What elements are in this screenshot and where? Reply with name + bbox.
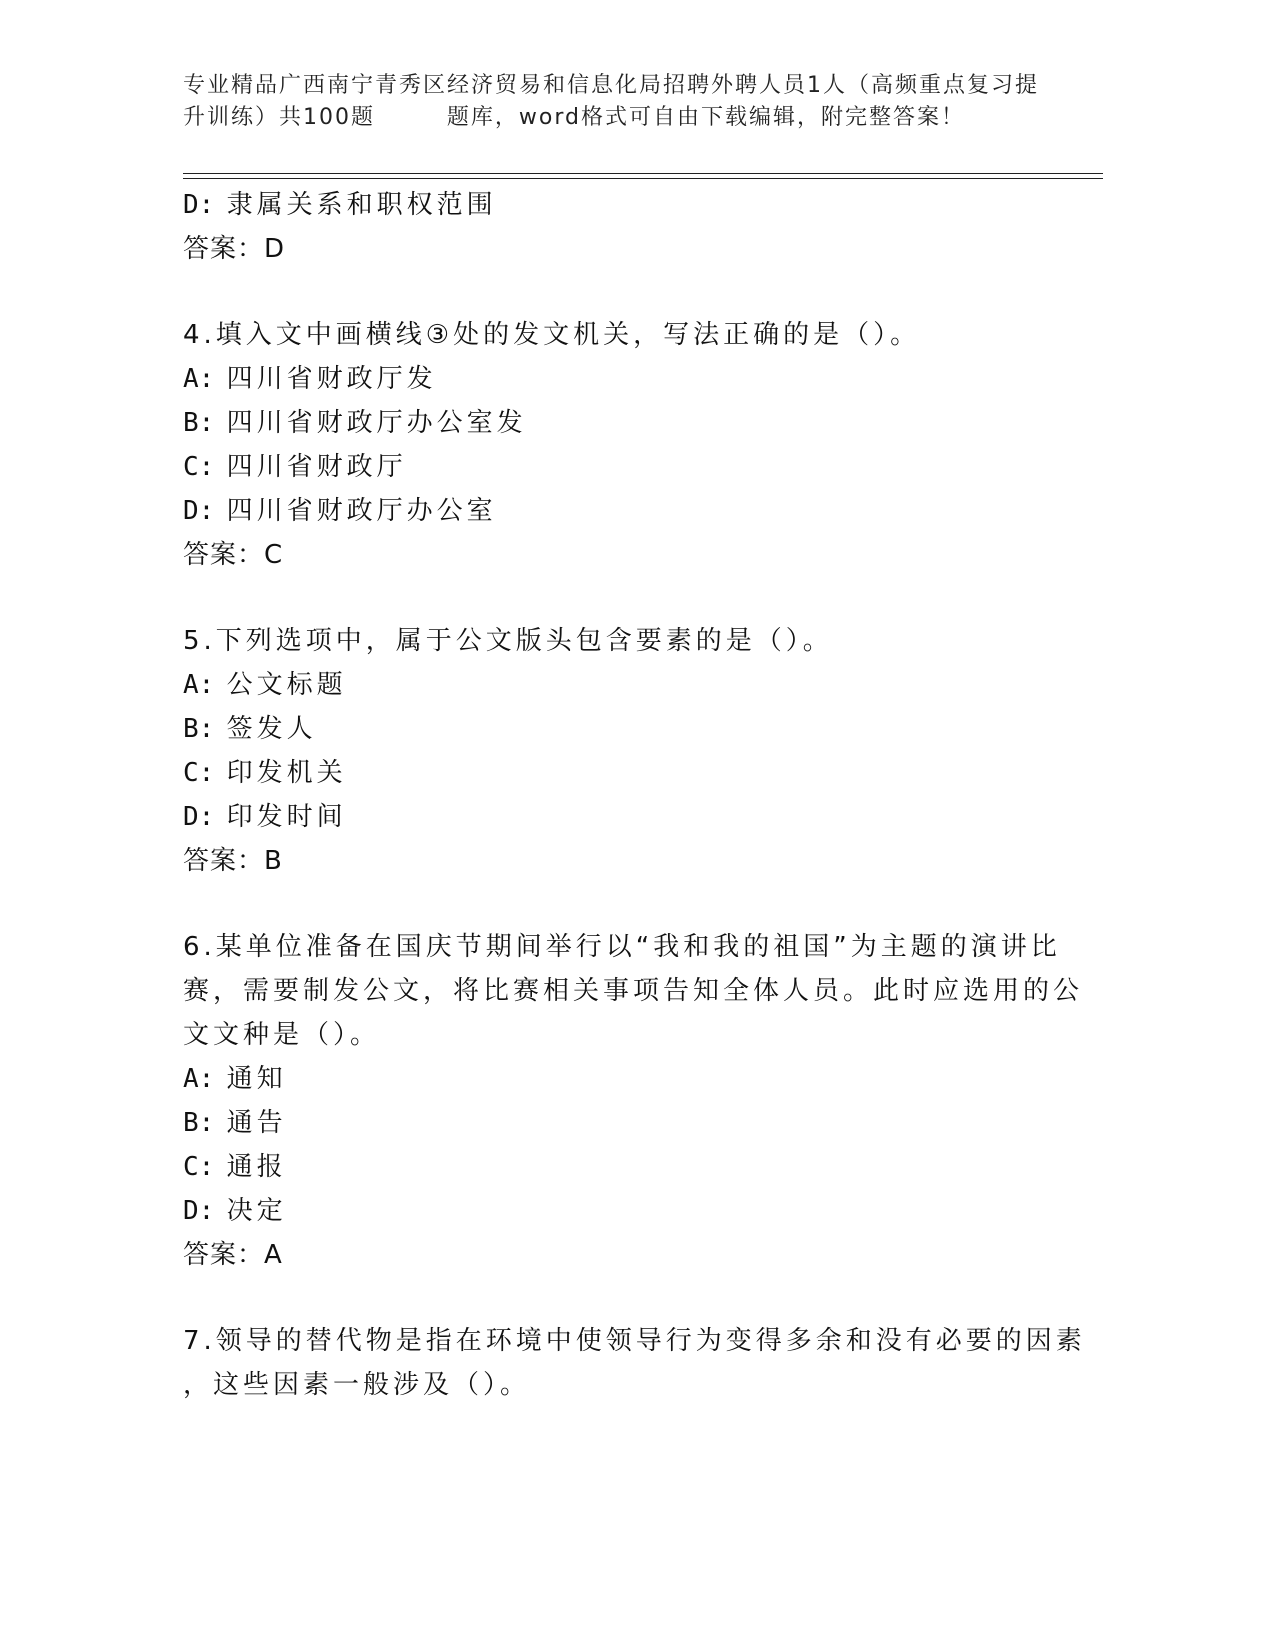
option-a xyxy=(183,1057,1043,1101)
question-text-line-1: 7.领导的替代物是指在环境中使领导行为变得多余和没有必要的因素 xyxy=(183,1326,1086,1356)
question-text-line-2: 赛，需要制发公文，将比赛相关事项告知全体人员。此时应选用的公 xyxy=(183,976,1084,1006)
question-text: 5.下列选项中，属于公文版头包含要素的是（）。 xyxy=(183,626,833,656)
option-label: A: xyxy=(183,364,215,394)
option-text: 印发时间 xyxy=(226,802,347,832)
option-label: A: xyxy=(183,1064,215,1094)
option-text: 公文标题 xyxy=(226,670,347,700)
question-3-tail xyxy=(183,183,1043,271)
option-b xyxy=(183,707,1043,751)
answer: 答案：A xyxy=(183,1240,283,1270)
option-a xyxy=(183,357,1043,401)
question-text-line-1: 6.某单位准备在国庆节期间举行以“我和我的祖国”为主题的演讲比 xyxy=(183,932,1061,962)
option-b xyxy=(183,401,1043,445)
option-text: 决定 xyxy=(226,1196,287,1226)
answer: 答案：D xyxy=(183,234,286,264)
document-header xyxy=(183,70,1083,134)
option-label: A: xyxy=(183,670,215,700)
option-text: 四川省财政厅办公室 xyxy=(226,496,497,526)
answer: 答案：B xyxy=(183,846,283,876)
option-label: D: xyxy=(183,802,215,832)
option-text: 隶属关系和职权范围 xyxy=(226,190,497,220)
header-divider-bottom xyxy=(183,178,1103,179)
option-b xyxy=(183,1101,1043,1145)
option-d xyxy=(183,1189,1043,1233)
option-c xyxy=(183,751,1043,795)
option-d xyxy=(183,489,1043,533)
question-text-line-3: 文文种是（）。 xyxy=(183,1020,381,1050)
option-label: C: xyxy=(183,1152,215,1182)
option-text: 四川省财政厅发 xyxy=(226,364,437,394)
option-text: 签发人 xyxy=(226,714,317,744)
question-4 xyxy=(183,313,1043,577)
answer: 答案：C xyxy=(183,540,284,570)
option-label: D: xyxy=(183,496,215,526)
question-text-line-2: ，这些因素一般涉及（）。 xyxy=(183,1370,531,1400)
option-c xyxy=(183,445,1043,489)
option-label: C: xyxy=(183,452,215,482)
option-text: 四川省财政厅 xyxy=(226,452,407,482)
option-label: B: xyxy=(183,714,215,744)
option-d xyxy=(183,795,1043,839)
option-label: C: xyxy=(183,758,215,788)
document-body xyxy=(183,183,1086,1407)
option-text: 印发机关 xyxy=(226,758,347,788)
option-label: D: xyxy=(183,1196,215,1226)
header-divider-top xyxy=(183,173,1103,174)
header-title-line-2: 升训练）共100题 题库，word格式可自由下载编辑，附完整答案！ xyxy=(183,105,966,130)
option-text: 通报 xyxy=(226,1152,287,1182)
option-a xyxy=(183,663,1043,707)
question-5 xyxy=(183,619,1043,883)
option-c xyxy=(183,1145,1043,1189)
option-text: 四川省财政厅办公室发 xyxy=(226,408,527,438)
option-label: B: xyxy=(183,408,215,438)
option-d xyxy=(183,183,1043,227)
question-text: 4.填入文中画横线③处的发文机关，写法正确的是（）。 xyxy=(183,320,921,350)
header-title-line-1: 专业精品广西南宁青秀区经济贸易和信息化局招聘外聘人员1人（高频重点复习提 xyxy=(183,73,1039,98)
option-text: 通知 xyxy=(226,1064,287,1094)
question-6 xyxy=(183,925,1084,1277)
option-text: 通告 xyxy=(226,1108,287,1138)
option-label: D: xyxy=(183,190,215,220)
question-7 xyxy=(183,1319,1086,1407)
option-label: B: xyxy=(183,1108,215,1138)
